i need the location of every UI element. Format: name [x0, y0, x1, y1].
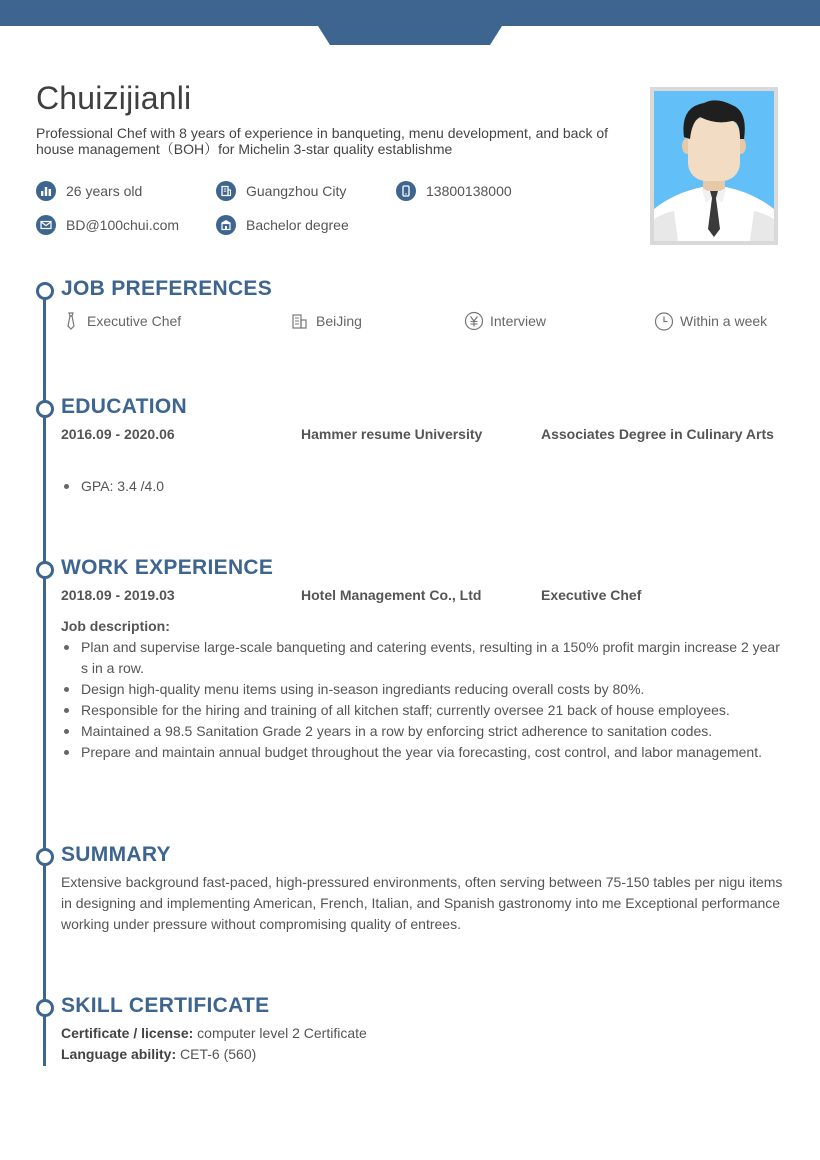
education-details	[61, 476, 781, 497]
section-title-work-experience: WORK EXPERIENCE	[61, 556, 274, 579]
timeline-dot	[36, 561, 54, 579]
work-company: Hotel Management Co., Ltd	[301, 587, 482, 603]
yen-icon	[464, 311, 484, 331]
email-text[interactable]: BD@100chui.com	[66, 217, 180, 233]
language-label: Language ability:	[61, 1046, 177, 1062]
info-age	[36, 181, 142, 201]
list-item: Plan and supervise large-scale banqueting and catering events, resulting in a 150% profit margin increase 2 years in a row.	[61, 637, 786, 679]
education-date: 2016.09 - 2020.06	[61, 426, 175, 442]
list-item: GPA: 3.4 /4.0	[61, 476, 781, 497]
language-value: CET-6 (560)	[180, 1046, 257, 1062]
list-item: Design high-quality menu items using in-season ingrediants reducing overall costs by 80%.	[61, 679, 786, 700]
language-line	[61, 1044, 256, 1065]
candidate-tagline: Professional Chef with 8 years of experience in banqueting, menu development, and back of house management（BOH）for Michelin 3-star quality establishme	[36, 125, 609, 157]
education-school: Hammer resume University	[301, 426, 483, 442]
phone-text[interactable]: 13800138000	[426, 183, 512, 199]
phone-icon	[396, 181, 416, 201]
mail-icon	[36, 215, 56, 235]
city-text: Guangzhou City	[246, 183, 347, 199]
education-degree: Associates Degree in Culinary Arts	[541, 426, 774, 442]
tie-icon	[61, 311, 81, 331]
pref-salary-text: Interview	[490, 313, 547, 329]
list-item: Responsible for the hiring and training of all kitchen staff; currently oversee 21 back of house employees.	[61, 700, 786, 721]
timeline-dot	[36, 999, 54, 1017]
section-title-summary: SUMMARY	[61, 843, 171, 866]
timeline-dot	[36, 282, 54, 300]
certificate-value: computer level 2 Certificate	[197, 1025, 367, 1041]
certificate-line	[61, 1023, 367, 1044]
job-description-label: Job description:	[61, 618, 170, 634]
pref-salary	[464, 311, 546, 331]
info-degree	[216, 215, 349, 235]
building-icon	[216, 181, 236, 201]
timeline-dot	[36, 848, 54, 866]
section-title-education: EDUCATION	[61, 395, 187, 418]
pref-location-text: BeiJing	[316, 313, 362, 329]
pref-arrival	[654, 311, 767, 331]
list-item: Prepare and maintain annual budget throughout the year via forecasting, cost control, and labor management.	[61, 742, 786, 763]
profile-photo	[650, 87, 778, 245]
clock-icon	[654, 311, 674, 331]
candidate-name: Chuizijianli	[36, 80, 192, 116]
info-phone	[396, 181, 512, 201]
info-email	[36, 215, 179, 235]
top-banner	[0, 0, 820, 26]
work-date: 2018.09 - 2019.03	[61, 587, 175, 603]
list-item: Maintained a 98.5 Sanitation Grade 2 years in a row by enforcing strict adherence to sanitation codes.	[61, 721, 786, 742]
certificate-label: Certificate / license:	[61, 1025, 194, 1041]
info-city	[216, 181, 346, 201]
office-icon	[290, 311, 310, 331]
timeline-dot	[36, 400, 54, 418]
summary-text: Extensive background fast-paced, high-pressured environments, often serving between 75-150 tables per nigu items in designing and implementing American, French, Italian, and Spanish gastronomy into me Exceptional performance working under pressure without compromising quality of entrees.	[61, 874, 783, 932]
bar-chart-icon	[36, 181, 56, 201]
pref-arrival-text: Within a week	[680, 313, 768, 329]
pref-position-text: Executive Chef	[87, 313, 182, 329]
work-role: Executive Chef	[541, 587, 642, 603]
work-responsibilities	[61, 637, 786, 763]
section-title-skill-certificate: SKILL CERTIFICATE	[61, 994, 270, 1017]
pref-position	[61, 311, 181, 331]
school-icon	[216, 215, 236, 235]
age-text: 26 years old	[66, 183, 143, 199]
degree-text: Bachelor degree	[246, 217, 349, 233]
section-title-job-preferences: JOB PREFERENCES	[61, 277, 273, 300]
pref-location	[290, 311, 362, 331]
